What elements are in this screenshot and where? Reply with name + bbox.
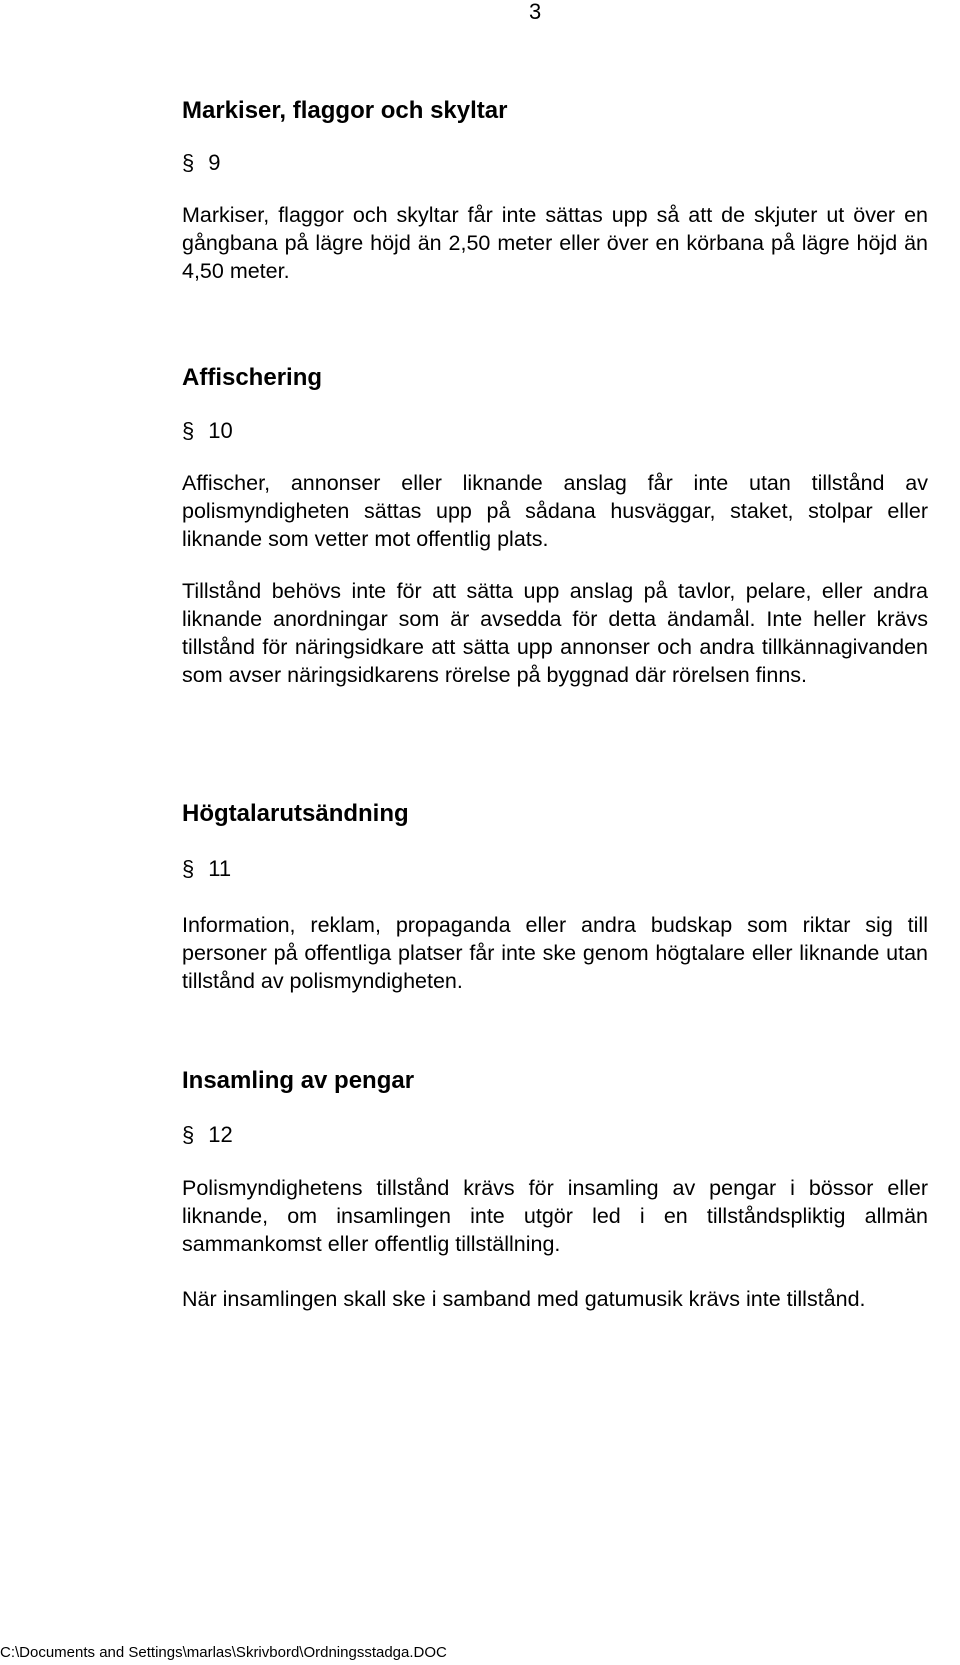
footer-file-path: C:\Documents and Settings\marlas\Skrivbord\Ordningsstadga.DOC: [0, 1644, 447, 1661]
section-heading: Högtalarutsändning: [182, 800, 409, 827]
section-symbol: §: [182, 150, 195, 175]
section-number: 11: [208, 856, 232, 881]
paragraph-number: [182, 855, 928, 883]
section-insamling: [182, 1067, 928, 1313]
section-symbol: §: [182, 418, 195, 443]
body-paragraph: Information, reklam, propaganda eller andra budskap som riktar sig till personer på offentliga platser får inte ske genom högtalare eller liknande utan tillstånd av polismyndigheten.: [182, 913, 928, 993]
section-number: 12: [208, 1122, 233, 1147]
section-number: 9: [208, 150, 221, 175]
body-paragraph: Markiser, flaggor och skyltar får inte sättas upp så att de skjuter ut över en gångbana på lägre höjd än 2,50 meter eller över en körbana på lägre höjd än 4,50 meter.: [182, 203, 928, 283]
paragraph-number: [182, 417, 928, 445]
section-heading: Affischering: [182, 364, 323, 391]
body-paragraph: Tillstånd behövs inte för att sätta upp anslag på tavlor, pelare, eller andra liknande anordningar som är avsedda för detta ändamål. Inte heller krävs tillstånd för näringsidkare att sätta upp annonser och andra tillkännagivanden som avser näringsidkarens rörelse på byggnad där rörelsen finns.: [182, 579, 928, 687]
section-hogtalarutsandning: [182, 800, 928, 995]
page-number: 3: [529, 0, 542, 24]
section-affischering: [182, 364, 928, 689]
section-heading: Markiser, flaggor och skyltar: [182, 97, 508, 124]
section-markiser: [182, 97, 928, 285]
paragraph-number: [182, 1121, 928, 1149]
body-paragraph: Polismyndighetens tillstånd krävs för insamling av pengar i bössor eller liknande, om insamlingen inte utgör led i en tillståndspliktig allmän sammankomst eller offentlig tillställning.: [182, 1176, 928, 1256]
section-heading: Insamling av pengar: [182, 1067, 415, 1094]
section-number: 10: [208, 418, 233, 443]
body-paragraph: När insamlingen skall ske i samband med gatumusik krävs inte tillstånd.: [182, 1287, 866, 1311]
body-paragraph: Affischer, annonser eller liknande anslag får inte utan tillstånd av polismyndigheten sättas upp på sådana husväggar, staket, stolpar eller liknande som vetter mot offentlig plats.: [182, 471, 928, 551]
paragraph-number: [182, 149, 928, 177]
section-symbol: §: [182, 1122, 195, 1147]
section-symbol: §: [182, 856, 195, 881]
